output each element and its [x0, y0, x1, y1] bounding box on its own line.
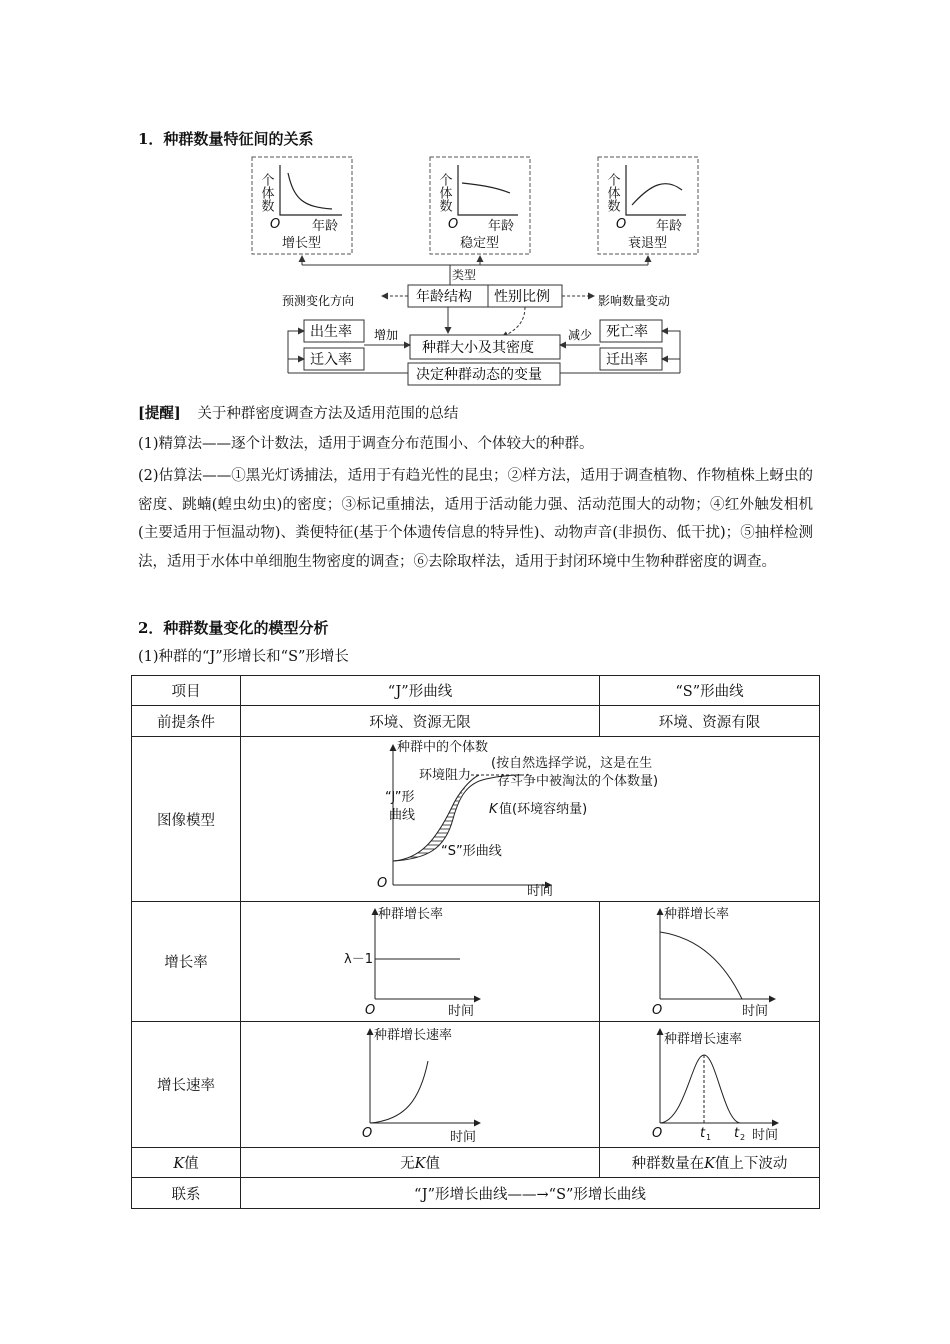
k-j-prefix: 无	[400, 1156, 415, 1172]
table-row	[132, 676, 820, 706]
age-structure-label: 年龄结构	[416, 289, 472, 305]
t1-label: t	[699, 1125, 705, 1141]
table-row	[132, 902, 820, 1022]
table-row	[132, 1178, 820, 1209]
curve-decline	[632, 184, 682, 205]
axis-y-stable: 个体数	[436, 173, 452, 212]
speed-s-graph	[630, 1025, 790, 1145]
note-tag: [提醒]	[138, 405, 181, 422]
k-s-letter: K	[704, 1156, 715, 1172]
axes-stable	[458, 165, 518, 215]
t1-sub: 1	[705, 1132, 711, 1142]
rate-s-graph	[630, 904, 790, 1019]
model-graph-cell	[241, 737, 820, 902]
k-s-value	[600, 1148, 820, 1178]
speed-s-curve	[660, 1055, 740, 1123]
population-feature-diagram	[258, 155, 690, 385]
model-time-label: 时间	[527, 884, 554, 899]
speed-j-origin: O	[362, 1125, 373, 1141]
rate-j-time: 时间	[448, 1004, 475, 1019]
annotation-line-1: (按自然选择学说，这是在生	[491, 756, 653, 771]
model-label: 图像模型	[132, 737, 241, 902]
rate-j-origin: O	[365, 1003, 376, 1018]
comparison-table	[131, 675, 820, 1209]
speed-j-graph	[340, 1025, 500, 1145]
type-label: 类型	[452, 268, 477, 282]
header-s-curve: “S”形曲线	[600, 676, 820, 706]
k-row-letter: K	[173, 1156, 185, 1172]
origin-growth: O	[270, 217, 281, 232]
rate-j-graph	[340, 904, 500, 1019]
decrease-label: 减少	[568, 328, 593, 342]
immigration-rate-label: 迁入率	[310, 352, 352, 368]
increase-label: 增加	[374, 328, 399, 342]
y-axis-count: 种群中的个体数	[397, 740, 489, 755]
premise-label: 前提条件	[132, 706, 241, 737]
note-title: 关于种群密度调查方法及适用范围的总结	[197, 406, 459, 422]
table-row	[132, 706, 820, 737]
variable-label: 决定种群动态的变量	[416, 367, 542, 383]
speed-label: 增长速率	[132, 1022, 241, 1148]
header-item: 项目	[132, 676, 241, 706]
curve-stable	[462, 183, 510, 193]
resistance-label: 环境阻力	[419, 768, 472, 783]
speed-s-cell	[600, 1022, 820, 1148]
axis-x-growth: 年龄	[312, 219, 339, 234]
rate-s-cell	[600, 902, 820, 1022]
speed-s-y-label: 种群增长速率	[663, 1031, 742, 1047]
section2-title: 2．种群数量变化的模型分析	[138, 619, 329, 637]
axis-y-decline: 个体数	[604, 173, 620, 212]
t2-sub: 2	[739, 1132, 745, 1142]
table-row	[132, 1022, 820, 1148]
k-s-prefix: 种群数量在	[631, 1156, 705, 1172]
rate-s-curve	[660, 932, 742, 999]
predict-label: 预测变化方向	[282, 294, 355, 308]
table-row	[132, 737, 820, 902]
speed-s-origin: O	[651, 1125, 662, 1141]
speed-s-time: 时间	[751, 1127, 778, 1143]
type-growth: 增长型	[282, 236, 322, 251]
axes-decline	[626, 165, 686, 215]
speed-j-curve	[370, 1061, 428, 1123]
origin-decline: O	[616, 217, 627, 232]
axis-x-stable: 年龄	[488, 219, 515, 234]
k-j-letter: K	[414, 1156, 426, 1172]
influence-label: 影响数量变动	[598, 294, 671, 308]
k-row-label	[132, 1148, 241, 1178]
speed-j-y-label: 种群增长速率	[374, 1027, 453, 1043]
note-paragraph-1: (1)精算法——逐个计数法，适用于调查分布范围小、个体较大的种群。	[138, 436, 594, 452]
header-j-curve: “J”形曲线	[241, 676, 600, 706]
j-label-1: “J”形	[385, 790, 415, 805]
type-stable: 稳定型	[460, 236, 500, 251]
axis-y-growth: 个体数	[258, 173, 274, 212]
s-curve-label: “S”形曲线	[441, 844, 502, 859]
speed-j-cell	[241, 1022, 600, 1148]
type-decline: 衰退型	[628, 236, 668, 251]
k-value-label: 值(环境容纳量)	[499, 802, 588, 817]
speed-j-time: 时间	[450, 1129, 477, 1145]
section2-subtitle: (1)种群的“J”形增长和“S”形增长	[138, 649, 349, 665]
rate-s-time: 时间	[741, 1004, 768, 1019]
note-paragraph-2: (2)估算法——①黑光灯诱捕法，适用于有趋光性的昆虫；②样方法，适用于调查植物、作物植株上蚜虫的密度、跳蝻(蝗虫幼虫)的密度；③标记重捕法，适用于活动能力强、活动范围大的动物；④红外触发相机(主要适用于恒温动物)、粪便特征(基于个体遗传信息的特异性)、动物声音(非损伤、低干扰)；⑤抽样检测法，适用于水体中单细胞生物密度的调查；⑥去除取样法，适用于封闭环境中生物种群密度的调查。	[138, 468, 813, 570]
rate-s-origin: O	[651, 1003, 662, 1018]
rate-s-y-label: 种群增长率	[663, 907, 729, 922]
population-density-label: 种群大小及其密度	[422, 340, 534, 356]
curve-growth	[288, 173, 332, 209]
k-j-suffix: 值	[425, 1156, 440, 1172]
j-label-2: 曲线	[389, 808, 416, 823]
model-origin: O	[377, 876, 388, 891]
note-heading	[138, 400, 813, 429]
emigration-rate-label: 迁出率	[606, 352, 648, 368]
sex-ratio-label: 性别比例	[494, 289, 550, 305]
rate-label: 增长率	[132, 902, 241, 1022]
premise-j: 环境、资源无限	[241, 706, 600, 737]
k-s-suffix: 值上下波动	[714, 1156, 788, 1172]
rate-j-y-label: 种群增长率	[378, 907, 444, 922]
k-j-value	[241, 1148, 600, 1178]
t2-label: t	[733, 1125, 739, 1141]
k-letter: K	[489, 802, 498, 817]
premise-s: 环境、资源有限	[600, 706, 820, 737]
link-text: “J”形增长曲线——→“S”形增长曲线	[241, 1178, 820, 1209]
annotation-line-2: 存斗争中被淘汰的个体数量)	[497, 774, 659, 789]
link-label: 联系	[132, 1178, 241, 1209]
axes-growth	[280, 165, 342, 215]
k-row-label-text: 值	[184, 1156, 199, 1172]
origin-stable: O	[448, 217, 459, 232]
table-row	[132, 1148, 820, 1178]
section1-title: 1．种群数量特征间的关系	[138, 130, 314, 148]
axis-x-decline: 年龄	[656, 219, 683, 234]
birth-rate-label: 出生率	[310, 324, 352, 340]
lambda-label: λ－1	[344, 952, 373, 967]
rate-j-cell	[241, 902, 600, 1022]
death-rate-label: 死亡率	[606, 324, 648, 340]
model-graph	[371, 739, 811, 899]
